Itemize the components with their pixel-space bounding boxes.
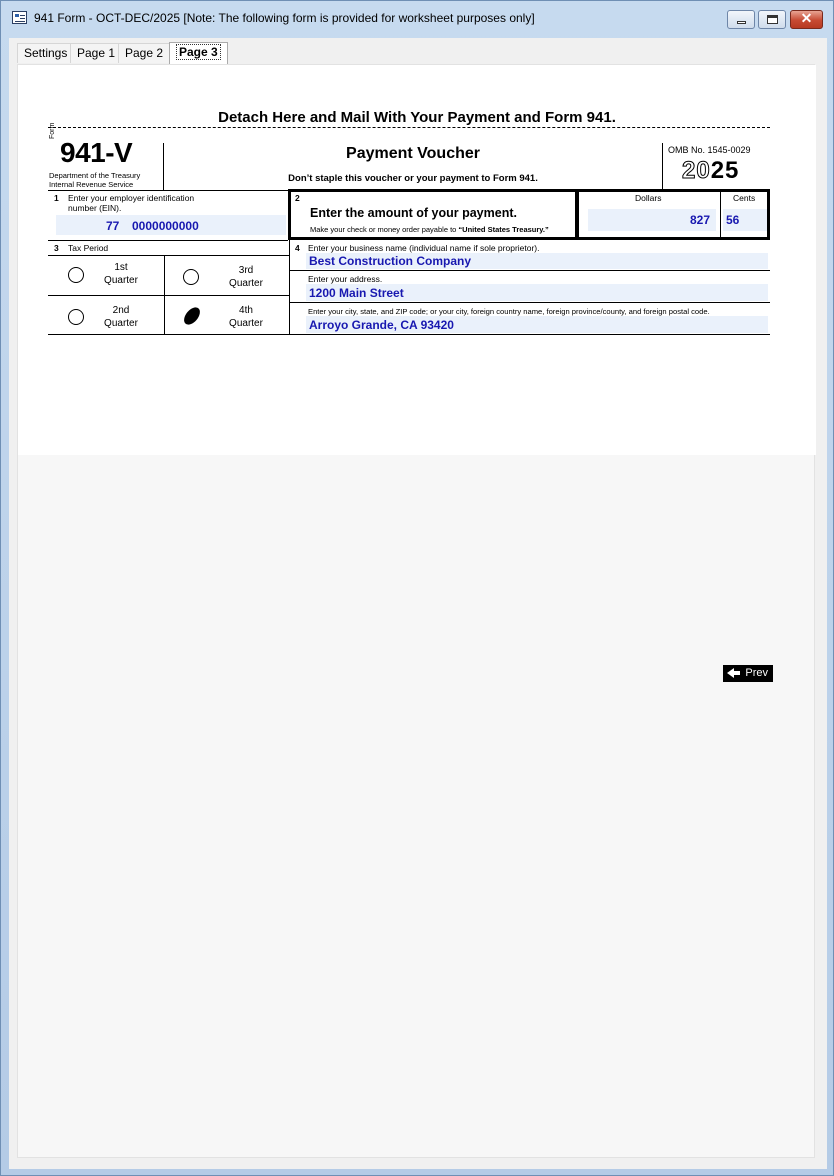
q2-label: 2nd Quarter	[104, 305, 138, 329]
q3-radio[interactable]	[183, 269, 199, 285]
business-name-label: Enter your business name (individual name if sole proprietor).	[308, 243, 540, 253]
tab-page-1[interactable]: Page 1	[70, 43, 122, 63]
q3-label: 3rd Quarter	[229, 265, 263, 289]
close-icon: ✕	[800, 10, 813, 26]
line1-label-a: Enter your employer identification	[68, 193, 195, 203]
address-value: 1200 Main Street	[309, 286, 404, 300]
divider	[48, 295, 290, 296]
divider	[290, 270, 770, 271]
business-name-value: Best Construction Company	[309, 254, 472, 268]
divider	[48, 255, 290, 256]
divider	[720, 191, 721, 238]
year-outline: 20	[682, 157, 711, 184]
tab-page-3[interactable]	[169, 42, 228, 64]
tab-settings[interactable]: Settings	[17, 43, 74, 63]
city-label: Enter your city, state, and ZIP code; or your city, foreign country name, foreign province/county, and foreign postal code.	[308, 307, 710, 316]
dollars-label: Dollars	[635, 193, 662, 203]
payment-voucher-form	[18, 65, 816, 455]
prev-button[interactable]	[723, 665, 773, 682]
tab-page-2[interactable]: Page 2	[118, 43, 170, 63]
tab-page-3-label: Page 3	[176, 44, 221, 60]
window-title: 941 Form - OCT-DEC/2025 [Note: The following form is provided for worksheet purposes only]	[34, 11, 535, 25]
maximize-button[interactable]	[758, 10, 786, 29]
year-bold: 25	[710, 157, 740, 184]
q4-radio-selected[interactable]	[181, 304, 203, 327]
line4-number: 4	[295, 243, 300, 253]
form-number: 941-V	[60, 137, 133, 168]
line3-number: 3	[54, 243, 59, 253]
line1-number: 1	[54, 193, 59, 203]
tab-bar	[9, 38, 827, 64]
department-label: Department of the Treasury Internal Revenue Service	[49, 171, 141, 189]
ein-prefix: 77	[106, 219, 120, 233]
divider	[662, 143, 663, 191]
city-value: Arroyo Grande, CA 93420	[309, 318, 454, 332]
divider	[290, 302, 770, 303]
dollars-value: 827	[690, 213, 711, 227]
client-area	[9, 38, 827, 1169]
tax-year	[682, 157, 739, 185]
ein-number: 0000000000	[132, 219, 199, 233]
q1-label: 1st Quarter	[104, 262, 138, 286]
amount-instruction: Enter the amount of your payment.	[310, 206, 517, 220]
close-button[interactable]	[790, 10, 823, 29]
q1-radio[interactable]	[68, 267, 84, 283]
minimize-icon	[737, 21, 746, 24]
cents-label: Cents	[733, 193, 756, 203]
divider	[48, 334, 770, 335]
minimize-button[interactable]	[727, 10, 755, 29]
form-page	[17, 64, 815, 1158]
staple-note: Don’t staple this voucher or your payment to Form 941.	[288, 173, 538, 184]
form-word: Form	[49, 122, 56, 139]
form-app-icon	[12, 11, 27, 24]
tax-period-label: Tax Period	[68, 243, 109, 253]
voucher-title: Payment Voucher	[346, 145, 480, 162]
line2-number: 2	[295, 193, 300, 203]
title-bar[interactable]	[1, 1, 833, 37]
q4-label: 4th Quarter	[229, 305, 263, 329]
divider	[289, 240, 290, 335]
line1-label-b: number (EIN).	[68, 203, 122, 213]
q2-radio[interactable]	[68, 309, 84, 325]
detach-line	[48, 127, 770, 128]
address-label: Enter your address.	[308, 274, 383, 284]
divider	[48, 240, 288, 241]
maximize-icon	[767, 15, 778, 24]
omb-number: OMB No. 1545-0029	[668, 145, 751, 155]
left-arrow-icon	[727, 668, 734, 678]
payable-note: Make your check or money order payable to “United States Treasury.”	[310, 225, 549, 234]
detach-instruction: Detach Here and Mail With Your Payment and Form 941.	[218, 109, 616, 126]
cents-value: 56	[726, 213, 740, 227]
prev-label: Prev	[745, 667, 768, 679]
